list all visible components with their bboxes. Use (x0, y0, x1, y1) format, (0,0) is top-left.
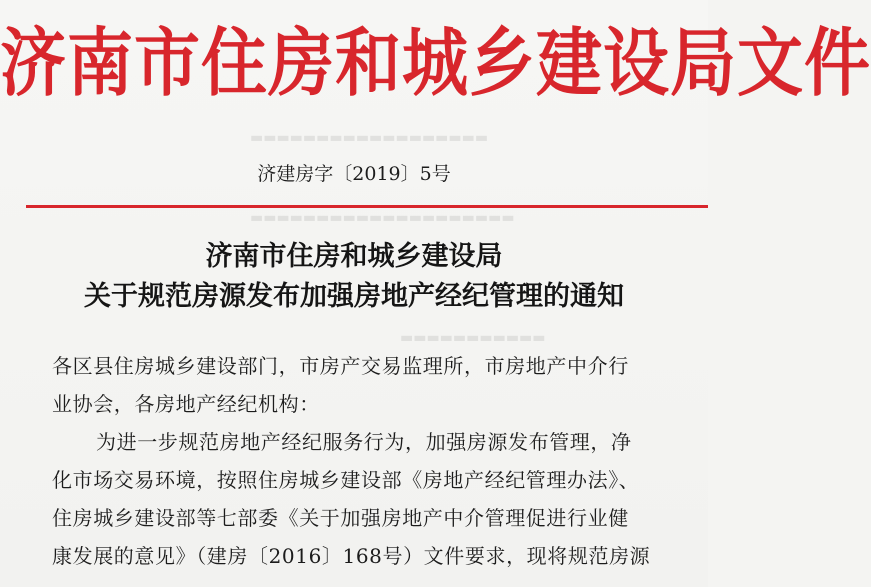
body-line-3: 为进一步规范房地产经纪服务行为，加强房源发布管理，净 (96, 430, 632, 454)
document-number: 济建房字〔2019〕5号 (257, 163, 451, 185)
red-separator-rule (26, 205, 708, 208)
body-line-4: 化市场交易环境，按照住房城乡建设部《房地产经纪管理办法》、 (52, 468, 640, 492)
body-line-5: 住房城乡建设部等七部委《关于加强房地产中介管理促进行业健 (52, 506, 629, 530)
notice-title-line-1: 济南市住房和城乡建设局 (205, 241, 503, 272)
body-line-2: 业协会，各房地产经纪机构： (52, 392, 320, 416)
body-line-6: 康发展的意见》（建房〔2016〕168号）文件要求，现将规范房源 (52, 544, 651, 568)
document-masthead: 济南市住房和城乡建设局文件 (0, 20, 871, 107)
body-line-1: 各区县住房城乡建设部门，市房产交易监理所，市房地产中介行 (52, 354, 629, 378)
bleed-through-text: ▬▬▬▬▬▬▬▬▬▬▬ (400, 330, 546, 346)
notice-title-line-2: 关于规范房源发布加强房地产经纪管理的通知 (84, 281, 624, 312)
bleed-through-text: ▬▬▬▬▬▬▬▬▬▬▬▬▬▬▬▬▬▬ (250, 130, 489, 146)
bleed-through-text: ▬▬▬▬▬▬▬▬▬▬▬▬▬▬▬▬▬▬▬▬ (250, 210, 515, 226)
